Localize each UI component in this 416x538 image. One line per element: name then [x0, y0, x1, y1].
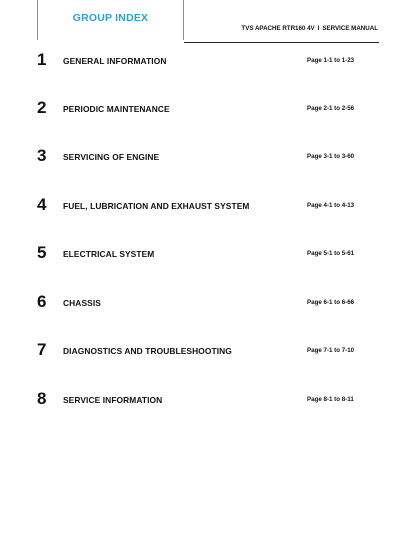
section-page-range: Page 5-1 to 5-61: [307, 250, 355, 257]
section-number: 5: [37, 243, 47, 262]
section-title[interactable]: CHASSIS: [63, 298, 101, 308]
title-separator: I: [317, 25, 320, 32]
section-title[interactable]: GENERAL INFORMATION: [63, 56, 167, 66]
section-page-range: Page 6-1 to 6-66: [307, 299, 355, 306]
section-number: 3: [37, 146, 47, 165]
section-number: 4: [37, 195, 47, 214]
section-title[interactable]: FUEL, LUBRICATION AND EXHAUST SYSTEM: [63, 201, 250, 211]
section-number: 6: [37, 292, 47, 311]
section-page-range: Page 3-1 to 3-60: [307, 153, 355, 160]
section-number: 7: [37, 340, 47, 359]
section-title[interactable]: ELECTRICAL SYSTEM: [63, 249, 155, 259]
section-page-range: Page 4-1 to 4-13: [307, 202, 355, 209]
index-row-4[interactable]: [37, 195, 379, 217]
section-page-range: Page 1-1 to 1-23: [307, 57, 355, 64]
group-index-title: GROUP INDEX: [72, 12, 149, 24]
index-row-5[interactable]: [37, 243, 379, 265]
section-number: 1: [37, 50, 47, 69]
section-page-range: Page 2-1 to 2-56: [307, 105, 355, 112]
index-row-3[interactable]: [37, 146, 379, 168]
section-title[interactable]: PERIODIC MAINTENANCE: [63, 104, 170, 114]
index-row-6[interactable]: [37, 292, 379, 314]
index-row-7[interactable]: [37, 340, 379, 362]
index-row-8[interactable]: [37, 389, 379, 411]
section-page-range: Page 8-1 to 8-11: [307, 396, 354, 403]
index-row-1[interactable]: [37, 50, 379, 72]
manual-model-name: TVS APACHE RTR160 4V: [241, 25, 315, 32]
section-title[interactable]: DIAGNOSTICS AND TROUBLESHOOTING: [63, 346, 232, 356]
section-page-range: Page 7-1 to 7-10: [307, 347, 355, 354]
index-row-2[interactable]: [37, 98, 379, 120]
section-number: 8: [37, 389, 47, 408]
manual-type: SERVICE MANUAL: [322, 25, 378, 32]
section-title[interactable]: SERVICING OF ENGINE: [63, 152, 160, 162]
section-title[interactable]: SERVICE INFORMATION: [63, 395, 163, 405]
section-number: 2: [37, 98, 47, 117]
